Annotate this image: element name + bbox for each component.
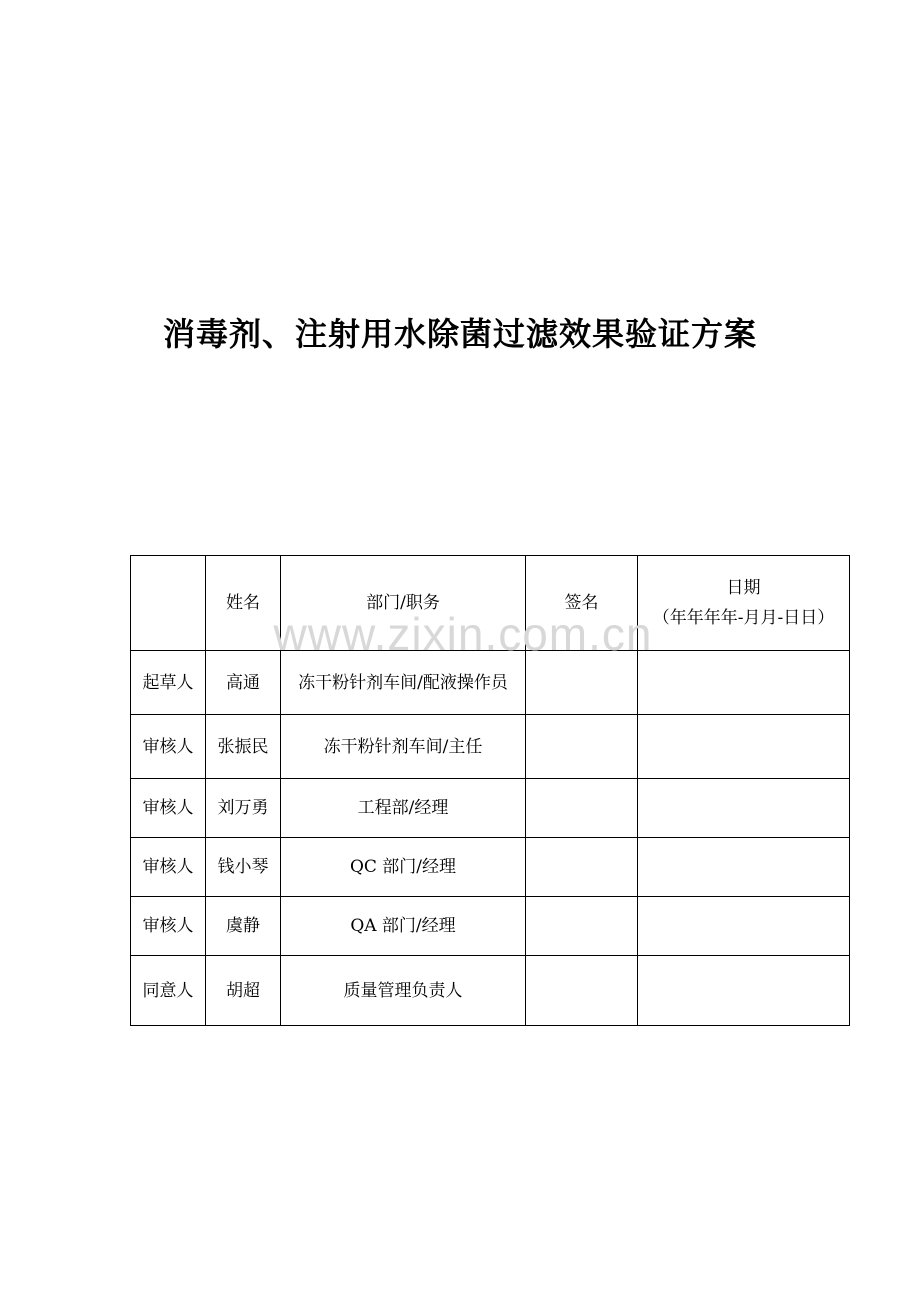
header-date [638, 556, 850, 651]
header-department: 部门/职务 [281, 556, 526, 651]
document-title: 消毒剂、注射用水除菌过滤效果验证方案 [162, 315, 757, 353]
table-row [131, 838, 850, 897]
row-role: 同意人 [131, 956, 206, 1026]
row-date [638, 651, 850, 715]
row-date [638, 897, 850, 956]
approval-table [130, 555, 850, 1026]
row-signature [526, 715, 638, 779]
table-row [131, 897, 850, 956]
table-header-row [131, 556, 850, 651]
row-name: 张振民 [206, 715, 281, 779]
row-role: 审核人 [131, 838, 206, 897]
row-role: 审核人 [131, 715, 206, 779]
row-date [638, 715, 850, 779]
row-department: 冻干粉针剂车间/主任 [281, 715, 526, 779]
row-signature [526, 956, 638, 1026]
header-date-label: 日期 [726, 578, 761, 598]
watermark: www.zixin.com.cn [273, 608, 653, 660]
row-name: 刘万勇 [206, 779, 281, 838]
header-role [131, 556, 206, 651]
row-name: 钱小琴 [206, 838, 281, 897]
row-date [638, 838, 850, 897]
row-name: 胡超 [206, 956, 281, 1026]
row-signature [526, 897, 638, 956]
row-date [638, 779, 850, 838]
row-department: 质量管理负责人 [281, 956, 526, 1026]
table-row [131, 779, 850, 838]
header-date-format: （年年年年-月月-日日） [652, 608, 835, 628]
row-role: 审核人 [131, 897, 206, 956]
row-name: 虞静 [206, 897, 281, 956]
header-signature: 签名 [526, 556, 638, 651]
row-department: 冻干粉针剂车间/配液操作员 [281, 651, 526, 715]
row-date [638, 956, 850, 1026]
row-department: QA 部门/经理 [281, 897, 526, 956]
row-role: 审核人 [131, 779, 206, 838]
header-name: 姓名 [206, 556, 281, 651]
row-department: 工程部/经理 [281, 779, 526, 838]
row-role: 起草人 [131, 651, 206, 715]
row-signature [526, 779, 638, 838]
row-department: QC 部门/经理 [281, 838, 526, 897]
table-row [131, 651, 850, 715]
row-signature [526, 651, 638, 715]
row-signature [526, 838, 638, 897]
table-row [131, 956, 850, 1026]
table-row [131, 715, 850, 779]
row-name: 高通 [206, 651, 281, 715]
